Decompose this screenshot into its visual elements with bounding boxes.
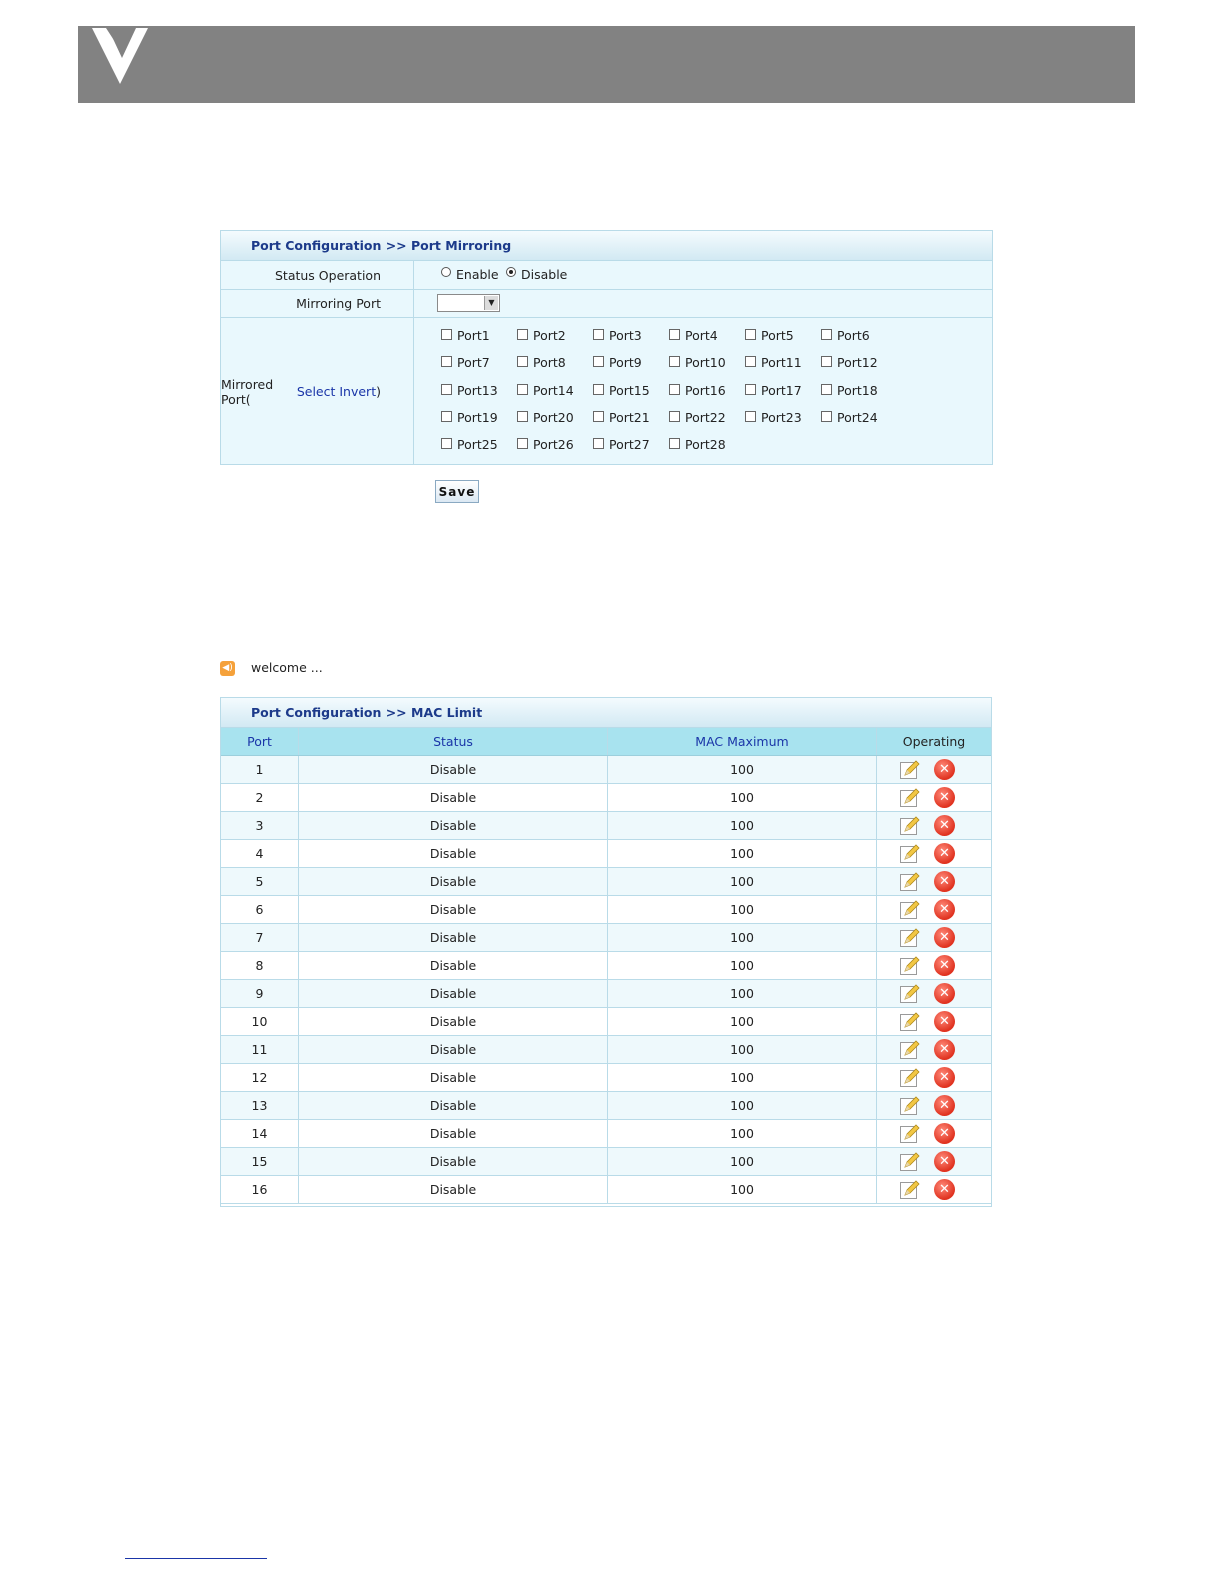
mirrored-port-row	[221, 318, 992, 465]
cell-mac-maximum: 100	[608, 868, 877, 895]
cell-operating	[877, 1036, 991, 1063]
cell-status: Disable	[299, 952, 608, 979]
port-checkbox-label: Port12	[837, 355, 878, 370]
table-row	[221, 1036, 991, 1064]
edit-icon[interactable]	[899, 871, 921, 893]
delete-icon[interactable]: ✕	[934, 955, 955, 976]
cell-mac-maximum: 100	[608, 896, 877, 923]
port-checkbox-label: Port17	[761, 383, 802, 398]
cell-port: 7	[221, 924, 299, 951]
cell-operating	[877, 952, 991, 979]
cell-mac-maximum: 100	[608, 812, 877, 839]
mirroring-port-value	[415, 290, 992, 317]
port-checkbox[interactable]	[593, 438, 604, 449]
mac-limit-title: Port Configuration >> MAC Limit	[221, 698, 991, 728]
port-checkbox-label: Port1	[457, 328, 490, 343]
status-operation-row	[221, 261, 992, 290]
table-row	[221, 1148, 991, 1176]
table-row	[221, 1092, 991, 1120]
speaker-icon: ◀)	[220, 661, 235, 676]
disable-label: Disable	[521, 267, 568, 282]
welcome-text: welcome ...	[251, 660, 323, 675]
cell-status: Disable	[299, 784, 608, 811]
cell-mac-maximum: 100	[608, 1092, 877, 1119]
port-checkbox[interactable]	[669, 384, 680, 395]
cell-operating	[877, 812, 991, 839]
delete-icon[interactable]: ✕	[934, 1095, 955, 1116]
header-operating: Operating	[902, 734, 966, 749]
port-checkbox-label: Port5	[761, 328, 794, 343]
delete-icon[interactable]: ✕	[934, 1123, 955, 1144]
edit-icon[interactable]	[899, 899, 921, 921]
port-checkbox-grid	[415, 318, 992, 465]
port-checkbox-label: Port15	[609, 383, 650, 398]
table-row	[221, 1120, 991, 1148]
table-row	[221, 840, 991, 868]
edit-icon[interactable]	[899, 787, 921, 809]
delete-icon[interactable]: ✕	[934, 1067, 955, 1088]
table-row	[221, 868, 991, 896]
cell-status: Disable	[299, 1176, 608, 1203]
cell-port: 11	[221, 1036, 299, 1063]
cell-mac-maximum: 100	[608, 1064, 877, 1091]
port-checkbox-label: Port16	[685, 383, 726, 398]
chevron-down-icon[interactable]: ▼	[484, 296, 498, 310]
save-button[interactable]: Save	[435, 480, 479, 503]
cell-port: 15	[221, 1148, 299, 1175]
cell-mac-maximum: 100	[608, 784, 877, 811]
cell-operating	[877, 924, 991, 951]
port-checkbox-label: Port25	[457, 437, 498, 452]
port-checkbox[interactable]	[517, 438, 528, 449]
mirrored-port-label	[221, 318, 414, 465]
port-checkbox-label: Port4	[685, 328, 718, 343]
delete-icon[interactable]: ✕	[934, 1179, 955, 1200]
select-link[interactable]: Select	[296, 384, 336, 399]
mirroring-port-row	[221, 290, 992, 318]
port-checkbox-label: Port7	[457, 355, 490, 370]
cell-port: 14	[221, 1120, 299, 1147]
port-checkbox[interactable]	[669, 411, 680, 422]
edit-icon[interactable]	[899, 759, 921, 781]
port-checkbox[interactable]	[441, 329, 452, 340]
edit-icon[interactable]	[899, 983, 921, 1005]
cell-status: Disable	[299, 980, 608, 1007]
cell-operating	[877, 1148, 991, 1175]
cell-mac-maximum: 100	[608, 1008, 877, 1035]
table-row	[221, 812, 991, 840]
cell-status: Disable	[299, 1036, 608, 1063]
cell-port: 6	[221, 896, 299, 923]
port-checkbox[interactable]	[593, 411, 604, 422]
port-checkbox[interactable]	[669, 356, 680, 367]
logo-v-icon	[92, 26, 152, 86]
port-checkbox[interactable]	[517, 356, 528, 367]
enable-radio[interactable]	[441, 267, 451, 277]
status-operation-label: Status Operation	[221, 261, 414, 289]
port-checkbox[interactable]	[745, 411, 756, 422]
port-checkbox-label: Port11	[761, 355, 802, 370]
port-checkbox-label: Port8	[533, 355, 566, 370]
edit-icon[interactable]	[899, 843, 921, 865]
cell-status: Disable	[299, 756, 608, 783]
disable-radio[interactable]	[506, 267, 516, 277]
table-row	[221, 980, 991, 1008]
edit-icon[interactable]	[899, 1123, 921, 1145]
port-checkbox-label: Port24	[837, 410, 878, 425]
port-checkbox[interactable]	[821, 384, 832, 395]
cell-status: Disable	[299, 896, 608, 923]
cell-operating	[877, 868, 991, 895]
cell-operating	[877, 896, 991, 923]
header-status: Status	[299, 728, 608, 755]
port-checkbox[interactable]	[669, 438, 680, 449]
table-row	[221, 896, 991, 924]
table-row	[221, 1064, 991, 1092]
edit-icon[interactable]	[899, 1151, 921, 1173]
delete-icon[interactable]: ✕	[934, 983, 955, 1004]
port-checkbox-label: Port10	[685, 355, 726, 370]
cell-status: Disable	[299, 1120, 608, 1147]
delete-icon[interactable]: ✕	[934, 927, 955, 948]
port-checkbox-label: Port22	[685, 410, 726, 425]
cell-mac-maximum: 100	[608, 1120, 877, 1147]
cell-status: Disable	[299, 1008, 608, 1035]
delete-icon[interactable]: ✕	[934, 787, 955, 808]
delete-icon[interactable]: ✕	[934, 1011, 955, 1032]
cell-status: Disable	[299, 1092, 608, 1119]
cell-operating	[877, 1064, 991, 1091]
cell-operating	[877, 840, 991, 867]
port-checkbox[interactable]	[593, 329, 604, 340]
edit-icon[interactable]	[899, 955, 921, 977]
cell-port: 13	[221, 1092, 299, 1119]
mirroring-port-select[interactable]	[437, 294, 500, 312]
edit-icon[interactable]	[899, 1179, 921, 1201]
header-port: Port	[221, 728, 299, 755]
cell-mac-maximum: 100	[608, 1176, 877, 1203]
delete-icon[interactable]: ✕	[934, 871, 955, 892]
port-checkbox-label: Port23	[761, 410, 802, 425]
port-checkbox-label: Port13	[457, 383, 498, 398]
mac-limit-panel	[220, 697, 992, 1207]
cell-operating	[877, 784, 991, 811]
cell-status: Disable	[299, 1064, 608, 1091]
port-checkbox[interactable]	[441, 438, 452, 449]
enable-label: Enable	[456, 267, 499, 282]
cell-status: Disable	[299, 1148, 608, 1175]
port-checkbox-label: Port18	[837, 383, 878, 398]
port-checkbox[interactable]	[517, 411, 528, 422]
mirrored-port-label-close: )	[376, 384, 381, 399]
cell-port: 12	[221, 1064, 299, 1091]
port-checkbox-label: Port9	[609, 355, 642, 370]
port-checkbox-label: Port6	[837, 328, 870, 343]
port-checkbox[interactable]	[821, 329, 832, 340]
cell-operating	[877, 980, 991, 1007]
port-mirroring-title: Port Configuration >> Port Mirroring	[221, 231, 992, 261]
port-checkbox[interactable]	[593, 384, 604, 395]
port-checkbox[interactable]	[745, 356, 756, 367]
port-checkbox-label: Port27	[609, 437, 650, 452]
edit-icon[interactable]	[899, 927, 921, 949]
invert-link[interactable]: Invert	[339, 384, 377, 399]
edit-icon[interactable]	[899, 815, 921, 837]
port-checkbox-label: Port21	[609, 410, 650, 425]
cell-mac-maximum: 100	[608, 756, 877, 783]
table-row	[221, 952, 991, 980]
edit-icon[interactable]	[899, 1011, 921, 1033]
delete-icon[interactable]: ✕	[934, 899, 955, 920]
cell-status: Disable	[299, 840, 608, 867]
port-checkbox[interactable]	[517, 329, 528, 340]
mac-limit-table-body	[221, 756, 991, 1204]
cell-port: 8	[221, 952, 299, 979]
cell-status: Disable	[299, 868, 608, 895]
port-checkbox[interactable]	[821, 411, 832, 422]
header-band	[78, 26, 1135, 103]
port-checkbox-label: Port14	[533, 383, 574, 398]
cell-port: 2	[221, 784, 299, 811]
table-row	[221, 1008, 991, 1036]
cell-operating	[877, 1092, 991, 1119]
cell-mac-maximum: 100	[608, 924, 877, 951]
port-checkbox-label: Port2	[533, 328, 566, 343]
port-checkbox-label: Port26	[533, 437, 574, 452]
cell-mac-maximum: 100	[608, 840, 877, 867]
cell-port: 9	[221, 980, 299, 1007]
port-mirroring-panel	[220, 230, 993, 465]
cell-mac-maximum: 100	[608, 1036, 877, 1063]
table-row	[221, 784, 991, 812]
port-checkbox[interactable]	[669, 329, 680, 340]
port-checkbox[interactable]	[821, 356, 832, 367]
delete-icon[interactable]: ✕	[934, 759, 955, 780]
cell-port: 1	[221, 756, 299, 783]
cell-status: Disable	[299, 812, 608, 839]
cell-mac-maximum: 100	[608, 980, 877, 1007]
port-checkbox[interactable]	[593, 356, 604, 367]
cell-mac-maximum: 100	[608, 952, 877, 979]
mirrored-port-label-text: Mirrored Port(	[221, 376, 274, 407]
port-checkbox[interactable]	[745, 329, 756, 340]
delete-icon[interactable]: ✕	[934, 843, 955, 864]
status-operation-value	[415, 261, 992, 289]
mirroring-port-label: Mirroring Port	[221, 290, 414, 317]
cell-operating	[877, 1120, 991, 1147]
edit-icon[interactable]	[899, 1067, 921, 1089]
edit-icon[interactable]	[899, 1039, 921, 1061]
mac-limit-table-header	[221, 728, 991, 756]
footer-link-underline	[125, 1558, 267, 1559]
header-mac-maximum: MAC Maximum	[608, 728, 877, 755]
port-checkbox[interactable]	[745, 384, 756, 395]
cell-port: 10	[221, 1008, 299, 1035]
port-checkbox-label: Port28	[685, 437, 726, 452]
cell-operating	[877, 1008, 991, 1035]
cell-port: 16	[221, 1176, 299, 1203]
delete-icon[interactable]: ✕	[934, 1039, 955, 1060]
port-checkbox-label: Port20	[533, 410, 574, 425]
edit-icon[interactable]	[899, 1095, 921, 1117]
table-row	[221, 756, 991, 784]
port-checkbox-label: Port19	[457, 410, 498, 425]
table-row	[221, 1176, 991, 1204]
delete-icon[interactable]: ✕	[934, 815, 955, 836]
port-checkbox[interactable]	[517, 384, 528, 395]
cell-mac-maximum: 100	[608, 1148, 877, 1175]
port-checkbox[interactable]	[441, 411, 452, 422]
cell-port: 3	[221, 812, 299, 839]
cell-port: 5	[221, 868, 299, 895]
cell-operating	[877, 1176, 991, 1203]
delete-icon[interactable]: ✕	[934, 1151, 955, 1172]
table-row	[221, 924, 991, 952]
port-checkbox[interactable]	[441, 356, 452, 367]
cell-operating	[877, 756, 991, 783]
port-checkbox[interactable]	[441, 384, 452, 395]
cell-status: Disable	[299, 924, 608, 951]
port-checkbox-label: Port3	[609, 328, 642, 343]
cell-port: 4	[221, 840, 299, 867]
